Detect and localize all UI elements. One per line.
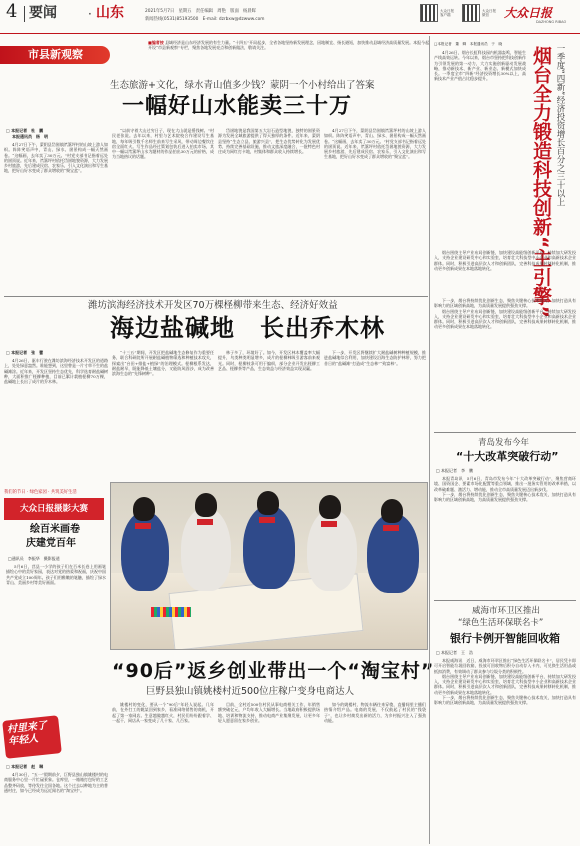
salt-column-2: “十三五”期间，开发区把盐碱地生态修复作为重要任务，联合科研院所开展耐盐碱植物筛选和种植技术攻关，探索出“台田+排盐+植绿”的治理模式。柽柳根系发达，耐盐耐旱，既能降低土壤盐分，又能防风固沙，成为改善滨海生态的“先锋树种”。 [112, 350, 214, 377]
column-badge-rural: 村里来了年轻人 [2, 715, 62, 759]
editor-note-text: 县域经济是山东经济发展的有生力量。“十四五”开局起步，全省各地坚持新发展理念，因地制宜、扬长避短，加快推动县域经济高质量发展。本报今起开设“市县新观察”专栏，聚焦各地发展亮点和创新做法，敬请关注。 [148, 40, 430, 51]
masthead-divider [24, 6, 25, 22]
date-line: 2021年5月7日 星期五 责任编辑 周艳 版面 杨晨晖 [145, 9, 256, 14]
weihai-byline: □ 本报记者 王 浩 [436, 650, 474, 655]
qingdao-kicker: 青岛发布今年 [478, 438, 530, 448]
section-divider [4, 296, 428, 297]
children-painting-photo [110, 482, 428, 650]
taobao-byline: □ 本报记者 赵 琳 [6, 764, 44, 769]
masthead [0, 0, 580, 34]
qingdao-byline: □ 本报记者 李 鹏 [436, 468, 474, 473]
column-badge: 市县新观察 [0, 46, 110, 64]
section-name: 要闻 [29, 5, 57, 21]
salt-column-1: 4月26日，驱车行驶在潍坊滨海经济技术开发区的道路上，处处绿意盎然。谁能想到，这里曾是一片寸草不生的盐碱滩涂。近年来，开发区坚持生态优先，科学选育耐盐碱树种，大面积推广柽柳种植，目前已累计栽植柽柳70万棵，盐碱地上长出了成片的乔木林。 [4, 358, 108, 385]
contest-band [4, 498, 104, 520]
page-number: 4 [6, 1, 18, 22]
contact-line: 新闻热线(0531)85193500 E-mail: dzrbxw@dzwww.com [145, 17, 265, 22]
contest-headline-1: 绘百米画卷 [30, 524, 80, 535]
sidebar-body-3: 下一步，烟台将持续优化创新生态，聚焦关键核心技术攻关，加快打造具有影响力的区域创新高地，为高质量发展提供强劲支撑。 烟台围绕主导产业布局创新链，加快建设高能级创新平台，持续加大研发投入，支持企业建设研发中心和实验室，培育壮大科技型中小企业和高新技术企业群体。同时，积极引进高层次人才和创新团队，完善科技成果转移转化机制，推动更多创新成果在本地落地转化。 [434, 298, 576, 330]
taobao-column-1: 4月30日，“五一”假期前夕，巨野县独山镇姚楼村的电商服务中心里一片忙碌景象。仓库里，一箱箱打包好的工艺品整齐码放，等待发往全国各地。这个过去以种地为主的普通村庄，如今已经成为远近闻名的“淘宝村”。 [4, 772, 108, 793]
sidebar-divider-1 [434, 432, 576, 433]
feature-column-3: 岱崮地貌是我国第五大岩石造型地貌，独特的崮景资源为发展全域旅游提供了得天独厚的条件。近年来，蒙阴县坚持“生态立县、旅游兴县”，把生态优势转化为发展优势，持续完善基础设施，推动文旅深度融合，一批特色村庄成为网红打卡地，村集体和群众收入持续增长。 [218, 128, 320, 155]
taobao-column-4: 如今的姚楼村，物流车辆往来穿梭，直播间里主播们热情介绍产品。电商的发展，不仅鼓起了村民的“钱袋子”，也让乡村焕发出新的活力，为乡村振兴注入了强劲动能。 [324, 702, 426, 723]
sidebar-byline: □本报记者 董 卿 本报通讯员 于 晓 [434, 42, 503, 46]
sidebar-body-2: 烟台围绕主导产业布局创新链，加快建设高能级创新平台，持续加大研发投入，支持企业建设研发中心和实验室，培育壮大科技型中小企业和高新技术企业群体。同时，积极引进高层次人才和创新团队，完善科技成果转移转化机制，推动更多创新成果在本地落地转化。 [434, 250, 576, 271]
sidebar-divider-2 [434, 600, 576, 601]
weihai-body: 本报威海讯 近日，威海市环翠区推出“绿色生活环保联名卡”，居民凭卡即可开启智能垃圾回收箱，投放可回收物后积分自动存入卡内，可兑换生活用品或抵扣消费，有效调动了群众参与垃圾分类的积极性。 烟台围绕主导产业布局创新链，加快建设高能级创新平台，持续加大研发投入，支持企业建设研发中心和实验室，培育壮大科技型中小企业和高新技术企业群体。同时，积极引进高层次人才和创新团队，完善科技成果转移转化机制，推动更多创新成果在本地落地转化。 下一步，烟台将持续优化创新生态，聚焦关键核心技术攻关，加快打造具有影响力的区域创新高地，为高质量发展提供强劲支撑。 [434, 658, 576, 706]
salt-column-4: 下一步，开发区将继续扩大耐盐碱树种种植规模，推进盐碱地综合利用，加快建设沿海生态防护林带，努力把昔日的“盐碱滩”打造成“生态林”“致富林”。 [324, 350, 426, 366]
sidebar-divider [429, 36, 430, 844]
feature-column-1: 4月27日下午，蒙阴县岱崮镇笊篱坪村的山坡上游人如织。阵阵笑语声中，青山、绿水、崮景构成一幅天然画卷。“这幅画，去年卖了30万元。”村党支部书记指着远处的崮顶说。近年来，笊篱坪村依托岱崮地貌资源，大力发展乡村旅游，先后建成民宿、农家乐，引入文化演出和写生基地，把好山好水变成了群众增收的“聚宝盆”。 [4, 142, 108, 174]
contest-title: 大众日报摄影大赛 [19, 504, 88, 514]
taobao-subhead: 巨野县独山镇姚楼村近500位庄稼户变身电商达人 [146, 686, 355, 697]
taobao-column-3: 目前，全村近500位村民从事电商相关工作，年销售额突破亿元，户均年收入大幅增长。当地政府积极提供场地、培训和物流支持，推动电商产业集聚发展，让更多年轻人愿意留在家乡创业。 [218, 702, 320, 723]
contest-top-line: 我们的节日 · 绿色家园 · 共筑美好生活 [4, 490, 77, 495]
sidebar-body-1: 4月26日，烟台长虹科技园内机器轰鸣，智能生产线高效运转。今年以来，烟台市坚持把科技创新作为引领发展的第一动力，大力实施创新驱动发展战略，推动新技术、新产业、新业态、新模式加快成长。一季度全市“四新”经济投资增长30%以上，高新技术产业产值占比稳步提升。 [434, 50, 526, 82]
salt-headline: 海边盐碱地 长出乔木林 [110, 314, 385, 342]
weihai-kicker: 威海市环卫区推出 [472, 606, 541, 616]
contest-caption: 5月6日，莒县一小学的孩子们在百米长卷上用画笔描绘心中的美好家园，表达对党的热爱和祝福，庆祝中国共产党成立100周年。孩子们用稚嫩的笔触，描绘了绿水青山、美丽乡村等美好画面。 [6, 564, 106, 585]
feature-column-2: “以前守着大山过穷日子，现在大山就是摇钱树。”村民老张说。去年以来，村里与艺术院校合作建设写生基地，每年吸引数千名师生前来写生采风，带动周边餐饮住宿全面红火。写生作品经过策划包装后进入拍卖市场，其中一幅以笊篱坪山水为题材的作品拍出30万元的价格，成为当地热议的话题。 [112, 128, 214, 160]
qr-label-wechat: 大众日报 微信 [482, 9, 496, 17]
sidebar-vertical-headline: 烟台全力锻造科技创新“主引擎” [530, 46, 552, 318]
taobao-column-2: 姚楼村的变化，要从一个“90后”年轻人说起。几年前，在外打工的姚某回到家乡，看准网络销售的商机，开起了第一家网店。生意越做越红火，村民们纷纷跟着学、一起干，网店从一家变成了几十家、几百家。 [112, 702, 214, 723]
qingdao-body: 本报青岛讯 5月6日，青岛市发布今年“十大改革突破行动”，聚焦营商环境、国资国企、要素市场化配置等重点领域，推出一批务实管用的改革举措，以改革破难题、激活力、增动能，推动全市高质量发展迈出新步伐。 下一步，烟台将持续优化创新生态，聚焦关键核心技术攻关，加快打造具有影响力的区域创新高地，为高质量发展提供强劲支撑。 [434, 476, 576, 503]
newspaper-logo-sub: DAZHONG RIBAO [536, 20, 567, 24]
qr-label-app: 大众日报 客户端 [440, 9, 454, 17]
taobao-headline: “90后”返乡创业带出一个“淘宝村” [112, 660, 435, 682]
weihai-headline: 银行卡例开智能回收箱 [450, 632, 560, 645]
sidebar-vertical-kicker: 一季度“四新”经济投资增长百分之三十以上 [555, 44, 565, 206]
qr-code-icon [420, 4, 438, 22]
editor-note [148, 40, 430, 62]
section-separator: · [88, 7, 92, 21]
salt-kicker: 潍坊滨海经济技术开发区70万棵柽柳带来生态、经济好效益 [88, 300, 338, 311]
qingdao-headline: “十大改革突破行动” [456, 450, 559, 463]
feature-kicker: 生态旅游+文化，绿水青山值多少钱？蒙阴一个小村给出了答案 [110, 80, 375, 91]
feature-byline-reporter: □ 本报记者 杜 鹏 [6, 128, 44, 133]
newspaper-logo: 大众日报 [504, 6, 553, 20]
contest-headline-2: 庆建党百年 [26, 538, 76, 549]
feature-byline-correspondent: 本报通讯员 杨 明 [12, 134, 48, 139]
salt-column-3: 林子多了，环境好了。如今，开发区林木覆盖率大幅提升，鸟类种类明显增多，成片的柽柳林吸引游客前来观光。同时，柽柳枝条可用于编织，部分企业开发出柽柳工艺品、柽柳茶等产品，生态效益与经济效益实现双赢。 [218, 350, 320, 371]
editor-note-label: ■编者按 [148, 40, 164, 45]
qr-code-icon [462, 4, 480, 22]
crayons [151, 607, 191, 617]
feature-column-4: 4月27日下午，蒙阴县岱崮镇笊篱坪村的山坡上游人如织。阵阵笑语声中，青山、绿水、崮景构成一幅天然画卷。“这幅画，去年卖了30万元。”村党支部书记指着远处的崮顶说。近年来，笊篱坪村依托岱崮地貌资源，大力发展乡村旅游，先后建成民宿、农家乐，引入文化演出和写生基地，把好山好水变成了群众增收的“聚宝盆”。 [324, 128, 426, 160]
salt-byline: □ 本报记者 张 蕾 [6, 350, 44, 355]
section-region: 山东 [96, 5, 124, 21]
feature-headline: 一幅好山水能卖三十万 [122, 94, 353, 119]
weihai-kicker-2: “绿色生活环保联名卡” [458, 618, 544, 628]
contest-photographer: □通讯员 李振华 摄影报道 [8, 556, 60, 561]
